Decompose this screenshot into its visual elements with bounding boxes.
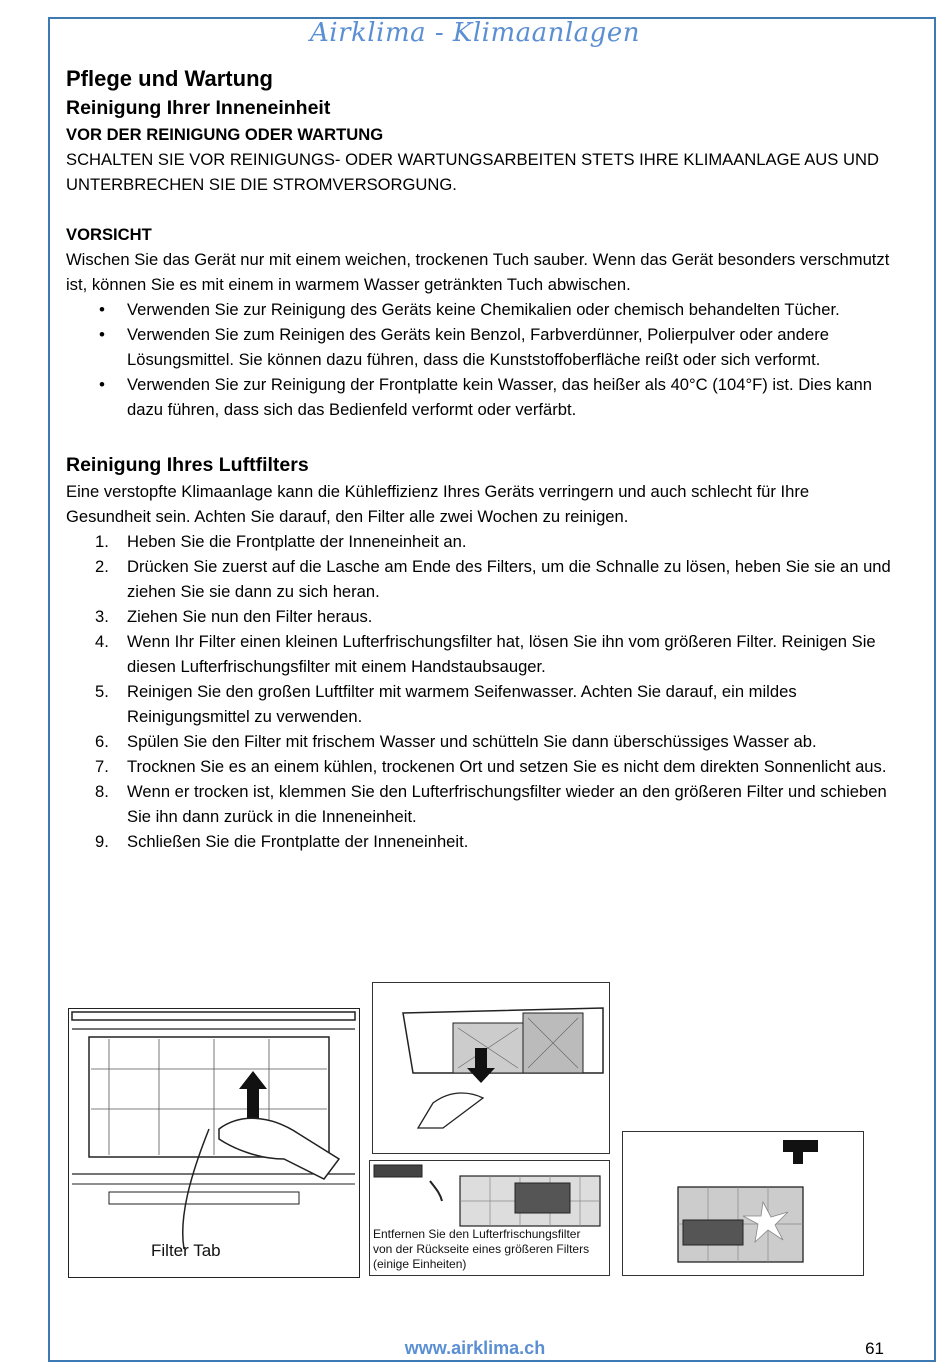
caption-line: Entfernen Sie den Lufterfrischungsfilter	[373, 1227, 581, 1241]
step-text: Wenn Ihr Filter einen kleinen Lufterfrischungsfilter hat, lösen Sie ihn vom größeren Filter. Reinigen Sie diesen Lufterfrischungsfilter mit einem Handstaubsauger.	[127, 632, 876, 676]
figure-separate-filters	[369, 1160, 610, 1276]
step-number: 5.	[95, 682, 109, 701]
footer-url[interactable]: www.airklima.ch	[404, 1338, 546, 1358]
caution-label: VORSICHT	[66, 225, 152, 244]
figure-filter-tab	[68, 1008, 360, 1278]
step-item	[66, 529, 896, 554]
filter-caption	[373, 1227, 589, 1272]
step-text: Wenn er trocken ist, klemmen Sie den Lufterfrischungsfilter wieder an den größeren Filter und schieben Sie ihn dann zurück in die Inneneinheit.	[127, 782, 887, 826]
caption-line: (einige Einheiten)	[373, 1257, 467, 1271]
filter-tab-label: Filter Tab	[151, 1241, 221, 1260]
brand-header: Airklima - Klimaanlagen	[310, 18, 640, 48]
step-text: Spülen Sie den Filter mit frischem Wasser und schütteln Sie dann überschüssiges Wasser ab.	[127, 732, 817, 751]
pull-filter-illustration	[373, 983, 608, 1152]
step-number: 3.	[95, 607, 109, 626]
step-item	[66, 679, 896, 729]
caption-line: von der Rückseite eines größeren Filters	[373, 1242, 590, 1256]
page-number: 61	[865, 1339, 884, 1358]
step-text: Schließen Sie die Frontplatte der Inneneinheit.	[127, 832, 469, 851]
step-number: 2.	[95, 557, 109, 576]
step-number: 4.	[95, 632, 109, 651]
step-number: 9.	[95, 832, 109, 851]
caps-heading: VOR DER REINIGUNG ODER WARTUNG	[66, 125, 384, 144]
page-title: Pflege und Wartung	[66, 66, 273, 91]
step-item	[66, 779, 896, 829]
step-item	[66, 604, 896, 629]
caution-bullets	[66, 297, 896, 422]
step-text: Reinigen Sie den großen Luftfilter mit warmem Seifenwasser. Achten Sie darauf, ein mildes Reinigungsmittel zu verwenden.	[127, 682, 797, 726]
main-content	[66, 64, 896, 854]
step-text: Heben Sie die Frontplatte der Inneneinheit an.	[127, 532, 467, 551]
caution-text: Wischen Sie das Gerät nur mit einem weichen, trockenen Tuch sauber. Wenn das Gerät besonders verschmutzt ist, können Sie es mit einem in warmem Wasser getränkten Tuch abwischen.	[66, 250, 890, 294]
figure-rinse-filter	[622, 1131, 864, 1276]
section1-heading: Reinigung Ihrer Inneneinheit	[66, 97, 331, 119]
separate-filters-illustration	[370, 1161, 608, 1231]
step-number: 8.	[95, 782, 109, 801]
step-item	[66, 829, 896, 854]
rinse-filter-illustration	[623, 1132, 862, 1274]
step-item	[66, 754, 896, 779]
step-item	[66, 629, 896, 679]
section2-heading: Reinigung Ihres Luftfilters	[66, 454, 309, 476]
unit-front-illustration	[69, 1009, 358, 1276]
step-text: Ziehen Sie nun den Filter heraus.	[127, 607, 373, 626]
step-number: 7.	[95, 757, 109, 776]
step-item	[66, 729, 896, 754]
bullet-item: • Verwenden Sie zur Reinigung der Frontplatte kein Wasser, das heißer als 40°C (104°F) ist. Dies kann dazu führen, dass sich das Bedienfeld verformt oder verfärbt.	[66, 372, 896, 422]
caps-text: SCHALTEN SIE VOR REINIGUNGS- ODER WARTUNGSARBEITEN STETS IHRE KLIMAANLAGE AUS UND UNTERBRECHEN SIE DIE STROMVERSORGUNG.	[66, 150, 879, 194]
step-number: 1.	[95, 532, 109, 551]
bullet-item: • Verwenden Sie zum Reinigen des Geräts kein Benzol, Farbverdünner, Polierpulver oder andere Lösungsmittel. Sie können dazu führen, dass die Kunststoffoberfläche reißt oder sich verformt.	[66, 322, 896, 372]
filter-steps	[66, 529, 896, 854]
filter-intro: Eine verstopfte Klimaanlage kann die Kühleffizienz Ihres Geräts verringern und auch schlecht für Ihre Gesundheit sein. Achten Sie darauf, den Filter alle zwei Wochen zu reinigen.	[66, 482, 810, 526]
step-text: Trocknen Sie es an einem kühlen, trockenen Ort und setzen Sie es nicht dem direkten Sonnenlicht aus.	[127, 757, 887, 776]
figure-pull-filter	[372, 982, 610, 1154]
step-item	[66, 554, 896, 604]
bullet-item: • Verwenden Sie zur Reinigung des Geräts keine Chemikalien oder chemisch behandelten Tücher.	[66, 297, 896, 322]
step-text: Drücken Sie zuerst auf die Lasche am Ende des Filters, um die Schnalle zu lösen, heben Sie sie an und ziehen Sie sie dann zu sich heran.	[127, 557, 891, 601]
step-number: 6.	[95, 732, 109, 751]
